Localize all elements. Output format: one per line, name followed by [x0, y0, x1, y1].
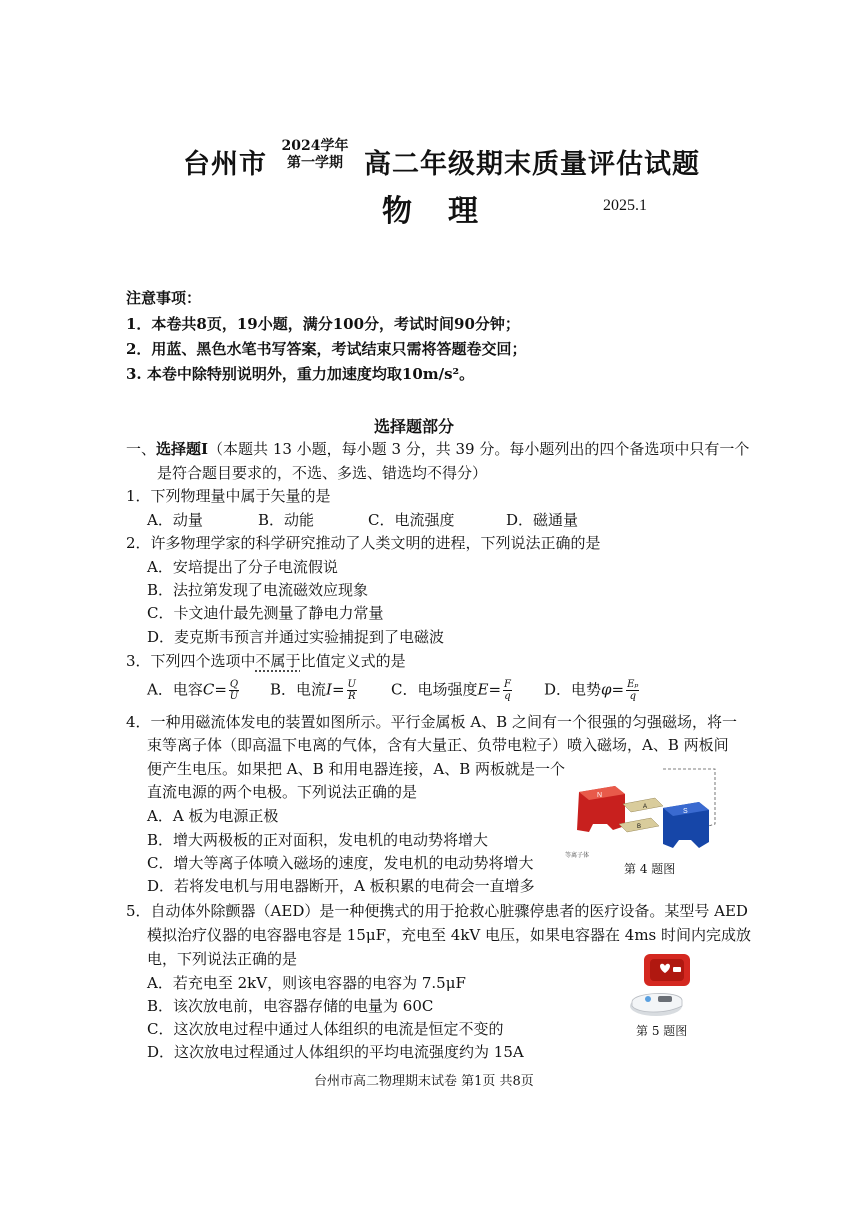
q3-sym-phi: φ	[601, 680, 612, 699]
notice-heading: 注意事项：	[126, 289, 202, 307]
south-label: S	[683, 808, 688, 815]
q5-option-d: D．这次放电过程通过人体组织的平均电流强度约为 15A	[147, 1043, 524, 1061]
section-part-desc-1: （本题共 13 小题，每小题 3 分，共 39 分。每小题列出的四个备选项中只有一个	[208, 440, 750, 458]
q1-option-a: A．动量	[147, 511, 203, 529]
q3-frac-d-den: q	[629, 691, 636, 702]
q3-eq-c: =	[488, 680, 502, 699]
header-subject: 物理	[382, 194, 514, 229]
q3-option-b	[270, 679, 359, 702]
q4-option-a: A．A 板为电源正极	[147, 807, 279, 825]
q3-stem-before: 3．下列四个选项中	[126, 652, 256, 670]
q3-stem-after: 比值定义式的是	[300, 652, 406, 670]
q1-option-d: D．磁通量	[506, 511, 579, 529]
q3-frac-c-den: q	[504, 691, 511, 702]
q3-sym-i: I	[326, 680, 332, 699]
q2-option-b: B．法拉第发现了电流磁效应现象	[147, 581, 369, 599]
q4-line-3: 便产生电压。如果把 A、B 和用电器连接，A、B 两板就是一个	[147, 760, 566, 778]
q1-option-c: C．电流强度	[368, 511, 455, 529]
q3-frac-b-den: R	[348, 691, 356, 702]
q4-line-1: 4．一种用磁流体发电的装置如图所示。平行金属板 A、B 之间有一个很强的匀强磁场，将一	[126, 713, 737, 731]
q3-frac-c-num: F	[504, 679, 511, 690]
q4-line-2: 束等离子体（即高温下电离的气体，含有大量正、负带电粒子）喷入磁场，A、B 两板间	[147, 736, 729, 754]
header-exam-title: 高二年级期末质量评估试题	[364, 149, 700, 180]
q3-frac-b-num: U	[347, 679, 356, 690]
q4-line-4: 直流电源的两个电极。下列说法正确的是	[147, 783, 418, 801]
plate-b-label: B	[637, 824, 642, 830]
q3-eq-a: =	[214, 680, 227, 699]
q3-option-d	[544, 679, 641, 702]
q3-sym-c: C	[202, 680, 215, 699]
q4-figure	[563, 764, 723, 864]
q5-line-3: 电，下列说法正确的是	[147, 950, 298, 968]
q2-option-d: D．麦克斯韦预言并通过实验捕捉到了电磁波	[147, 628, 445, 646]
q2-option-a: A．安培提出了分子电流假说	[147, 558, 338, 576]
q3-frac-b	[347, 679, 357, 702]
q5-line-1: 5．自动体外除颤器（AED）是一种便携式的用于抢救心脏骤停患者的医疗设备。某型号 AED	[126, 902, 748, 920]
q3-frac-a-den: U	[229, 691, 239, 702]
q3-frac-d	[626, 679, 639, 702]
q2-stem: 2．许多物理学家的科学研究推动了人类文明的进程，下列说法正确的是	[126, 534, 601, 552]
header-year: 2024学年	[281, 138, 349, 154]
q4-option-b: B．增大两极板的正对面积，发电机的电动势将增大	[147, 831, 489, 849]
q3-stem-emph: 不属于	[255, 652, 301, 670]
header-year-term	[276, 138, 354, 172]
notice-item-3: 3. 本卷中除特别说明外，重力加速度均取10m/s²。	[126, 365, 475, 383]
q5-figure	[626, 950, 702, 1020]
header-date: 2025.1	[603, 197, 647, 214]
q4-figure-caption: 第 4 题图	[624, 862, 676, 876]
q3-option-a-label: A．电容	[147, 680, 203, 699]
q3-option-a	[147, 679, 241, 702]
section-part-label: 选择题I	[156, 440, 209, 458]
q3-option-d-label: D．电势	[544, 680, 602, 699]
q5-option-b: B．该次放电前，电容器存储的电量为 60C	[147, 997, 434, 1015]
q5-option-c: C．这次放电过程中通过人体组织的电流是恒定不变的	[147, 1020, 504, 1038]
q3-frac-c	[503, 679, 512, 702]
q3-sym-e: E	[477, 680, 489, 699]
north-label: N	[597, 792, 603, 799]
plate-a-label: A	[643, 804, 648, 810]
q3-stem	[126, 651, 406, 671]
q5-line-2: 模拟治疗仪器的电容器电容是 15μF，充电至 4kV 电压，如果电容器在 4ms 时间内完成放	[147, 926, 752, 944]
q3-option-b-label: B．电流	[270, 680, 327, 699]
section-part-prefix: 一、	[126, 440, 157, 458]
q2-option-c: C．卡文迪什最先测量了静电力常量	[147, 604, 384, 622]
q3-option-c-label: C．电场强度	[391, 680, 478, 699]
section-title: 选择题部分	[374, 417, 455, 436]
q4-option-d: D．若将发电机与用电器断开，A 板积累的电荷会一直增多	[147, 877, 535, 895]
magnet-diagram	[563, 764, 723, 864]
q3-frac-a-num: Q	[229, 679, 239, 690]
notice-item-1: 1．本卷共8页，19小题，满分100分，考试时间90分钟；	[126, 315, 520, 333]
q1-stem: 1．下列物理量中属于矢量的是	[126, 487, 331, 505]
plasma-label: 等离子体	[565, 852, 590, 859]
header-city: 台州市	[183, 149, 267, 180]
section-part-desc-2: 是符合题目要求的，不选、多选、错选均不得分）	[157, 464, 488, 482]
q3-eq-d: =	[611, 680, 625, 699]
q5-figure-caption: 第 5 题图	[636, 1024, 688, 1038]
q3-frac-a	[229, 679, 239, 702]
page-footer: 台州市高二物理期末试卷 第1页 共8页	[314, 1074, 534, 1089]
q4-option-c: C．增大等离子体喷入磁场的速度，发电机的电动势将增大	[147, 854, 534, 872]
q3-eq-b: =	[331, 680, 345, 699]
q3-frac-d-num: Eₚ	[627, 679, 639, 690]
q1-option-b: B．动能	[258, 511, 315, 529]
notice-item-2: 2．用蓝、黑色水笔书写答案，考试结束只需将答题卷交回；	[126, 340, 527, 358]
q5-option-a: A．若充电至 2kV，则该电容器的电容为 7.5μF	[147, 974, 466, 992]
header-term: 第一学期	[287, 155, 343, 171]
q3-option-c	[391, 679, 514, 702]
aed-device-illustration	[626, 950, 702, 1020]
section-part-line-1	[126, 439, 749, 459]
